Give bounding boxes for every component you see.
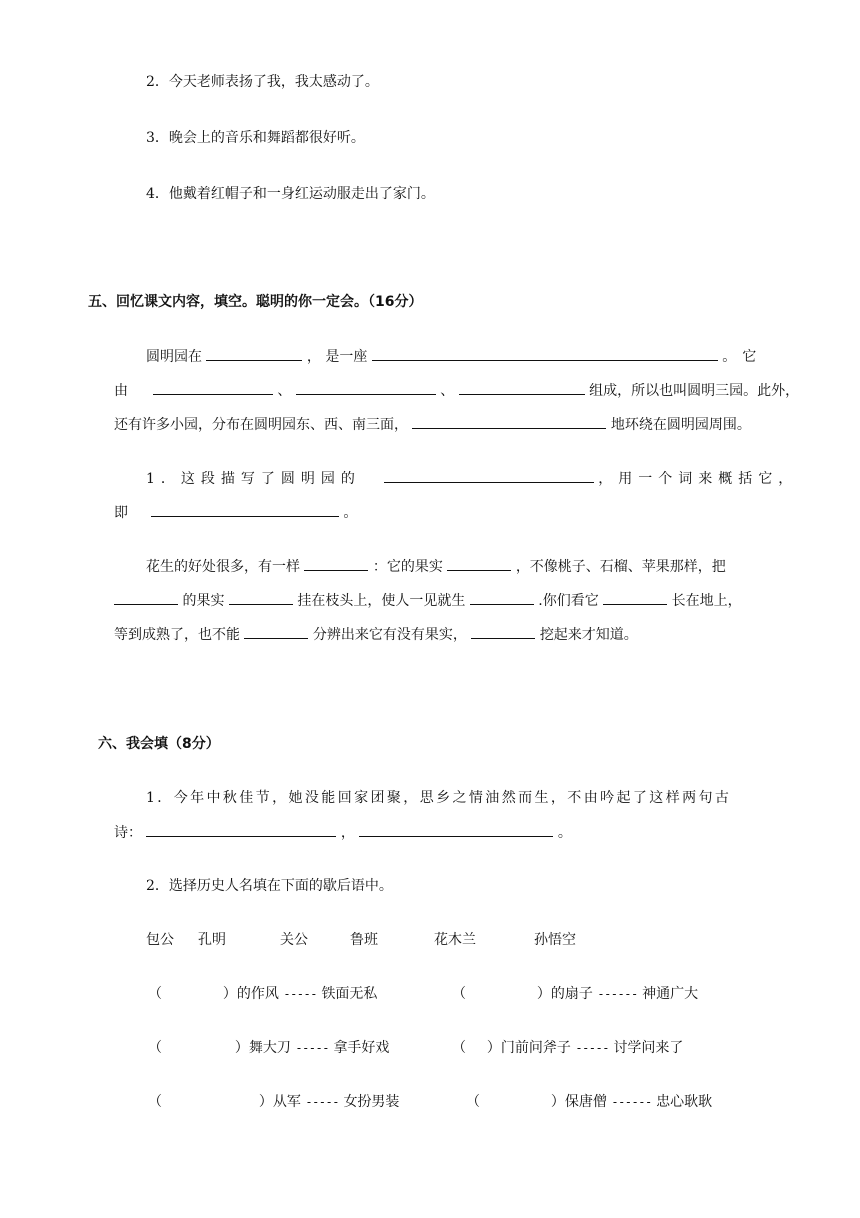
blank[interactable] xyxy=(471,624,535,639)
text: 。 xyxy=(343,505,358,521)
name-option: 鲁班 xyxy=(350,932,378,948)
text: 挖起来才知道。 xyxy=(539,627,638,643)
peanut-line-2 xyxy=(114,590,742,611)
text: ）从军 xyxy=(258,1094,301,1110)
dash: ----- xyxy=(295,1041,329,1055)
yuanmingyuan-line-1 xyxy=(146,346,762,367)
blank[interactable] xyxy=(459,380,585,395)
text: 长在地上， xyxy=(671,593,742,609)
name-option: 包公 xyxy=(146,932,174,948)
dash: ------ xyxy=(597,987,638,1001)
text: 的果实 xyxy=(182,593,225,609)
paren-open: （ xyxy=(148,1040,162,1056)
text: ， xyxy=(340,825,355,841)
question-1-line-1 xyxy=(146,468,798,489)
xiehouyu-right-1 xyxy=(452,984,698,1004)
text: 。 xyxy=(557,825,572,841)
text: 等到成熟了，也不能 xyxy=(114,627,240,643)
text: ，用一个词来概括它， xyxy=(598,471,799,487)
xiehouyu-left-2 xyxy=(148,1038,389,1058)
text: 分辨出来它有没有果实， xyxy=(312,627,467,643)
yuanmingyuan-line-3 xyxy=(114,414,751,435)
text: 还有许多小园，分布在圆明园东、西、南三面， xyxy=(114,417,408,433)
dash: ----- xyxy=(305,1095,339,1109)
name-option: 孙悟空 xyxy=(534,932,576,948)
paren-open: （ xyxy=(452,1040,466,1056)
xiehouyu-instruction: 2．选择历史人名填在下面的歇后语中。 xyxy=(146,878,393,894)
blank[interactable] xyxy=(304,556,368,571)
paren-open: （ xyxy=(148,1094,162,1110)
text: ）舞大刀 xyxy=(234,1040,291,1056)
paren-open: （ xyxy=(452,986,466,1002)
text: 1．这段描写了圆明园的 xyxy=(146,471,361,487)
poem-question-line-1: 1．今年中秋佳节，她没能回家团聚，思乡之情油然而生，不由吟起了这样两句古 xyxy=(146,790,732,806)
dash: ----- xyxy=(575,1041,609,1055)
sentence-item-4: 4．他戴着红帽子和一身红运动服走出了家门。 xyxy=(146,186,435,202)
xiehouyu-right-3 xyxy=(466,1092,712,1112)
name-option: 关公 xyxy=(280,932,308,948)
text: 由 xyxy=(114,383,128,399)
sentence-item-2: 2．今天老师表扬了我，我太感动了。 xyxy=(146,74,379,90)
text: ）门前问斧子 xyxy=(486,1040,571,1056)
text: ：它的果实 xyxy=(372,559,443,575)
text: .你们看它 xyxy=(538,593,599,609)
text: 即 xyxy=(114,505,128,521)
dash: ----- xyxy=(283,987,317,1001)
dash: ------ xyxy=(611,1095,652,1109)
text: 拿手好戏 xyxy=(333,1040,390,1056)
blank[interactable] xyxy=(296,380,436,395)
text: 挂在枝头上，使人一见就生 xyxy=(297,593,466,609)
text: ，不像桃子、石榴、苹果那样，把 xyxy=(515,559,726,575)
text: 女扮男装 xyxy=(343,1094,400,1110)
paren-open: （ xyxy=(466,1094,480,1110)
text: 圆明园在 xyxy=(146,349,202,365)
text: 。它 xyxy=(722,349,763,365)
xiehouyu-right-2 xyxy=(452,1038,683,1058)
blank[interactable] xyxy=(114,590,178,605)
blank[interactable] xyxy=(372,346,718,361)
section-5-heading: 五、回忆课文内容，填空。聪明的你一定会。（16分） xyxy=(88,294,423,310)
text: 诗： xyxy=(114,825,142,841)
blank[interactable] xyxy=(206,346,302,361)
text: 铁面无私 xyxy=(321,986,378,1002)
blank[interactable] xyxy=(229,590,293,605)
blank[interactable] xyxy=(384,468,594,483)
blank[interactable] xyxy=(151,502,339,517)
name-option: 孔明 xyxy=(198,932,226,948)
text: 花生的好处很多，有一样 xyxy=(146,559,300,575)
text: 神通广大 xyxy=(642,986,699,1002)
poem-question-line-2 xyxy=(114,822,572,843)
text: 地环绕在圆明园周围。 xyxy=(610,417,751,433)
blank[interactable] xyxy=(603,590,667,605)
text: 、 xyxy=(440,383,455,399)
blank[interactable] xyxy=(447,556,511,571)
blank[interactable] xyxy=(412,414,606,429)
blank[interactable] xyxy=(244,624,308,639)
name-option: 花木兰 xyxy=(434,932,476,948)
paren-open: （ xyxy=(148,986,162,1002)
text: ， 是一座 xyxy=(306,349,368,365)
text: ）的作风 xyxy=(222,986,279,1002)
text: ）的扇子 xyxy=(536,986,593,1002)
blank[interactable] xyxy=(153,380,273,395)
blank[interactable] xyxy=(470,590,534,605)
sentence-item-3: 3．晚会上的音乐和舞蹈都很好听。 xyxy=(146,130,365,146)
peanut-line-1 xyxy=(146,556,726,577)
blank[interactable] xyxy=(146,822,336,837)
section-6-heading: 六、我会填（8分） xyxy=(98,736,220,752)
text: 讨学问来了 xyxy=(613,1040,684,1056)
text: ）保唐僧 xyxy=(550,1094,607,1110)
peanut-line-3 xyxy=(114,624,638,645)
question-1-line-2 xyxy=(114,502,357,523)
xiehouyu-left-3 xyxy=(148,1092,399,1112)
xiehouyu-left-1 xyxy=(148,984,377,1004)
text: 、 xyxy=(277,383,292,399)
text: 忠心耿耿 xyxy=(656,1094,713,1110)
yuanmingyuan-line-2 xyxy=(114,380,799,401)
blank[interactable] xyxy=(359,822,553,837)
text: 组成，所以也叫圆明三园。此外， xyxy=(589,383,800,399)
